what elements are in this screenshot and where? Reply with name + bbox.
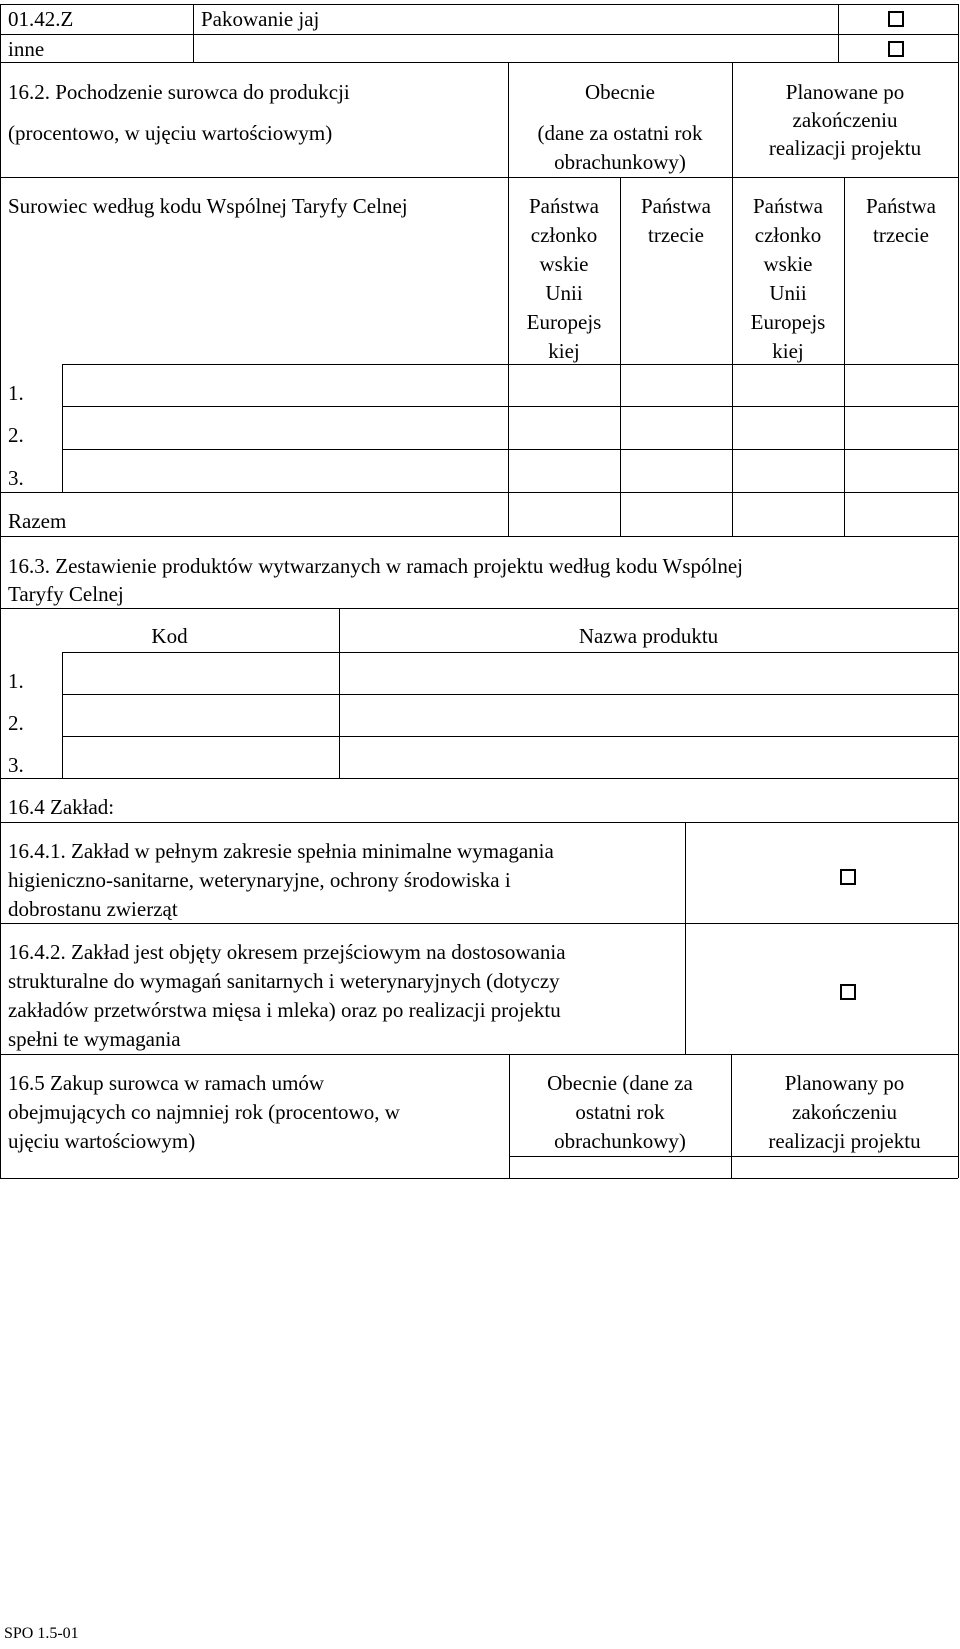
raw-material-input-2[interactable] (63, 407, 508, 449)
activity-label: Pakowanie jaj (201, 7, 320, 31)
section-16-2-subtitle: (procentowo, w ujęciu wartościowym) (8, 121, 333, 145)
product-name-input-1[interactable] (340, 653, 958, 694)
eu-header-line: Unii (769, 281, 807, 305)
contract-current-header: obrachunkowy) (554, 1129, 686, 1153)
rule (838, 4, 839, 62)
checkbox-pakowanie-jaj[interactable] (888, 11, 904, 27)
third-header-line: trzecie (873, 223, 929, 247)
rule (0, 4, 1, 1178)
row-number: 3. (8, 466, 24, 490)
eu-header-line: wskie (539, 252, 589, 276)
eu-header-line: członko (754, 223, 822, 247)
planned-header: realizacji projektu (768, 136, 922, 160)
rule (0, 822, 958, 823)
rule (0, 62, 958, 63)
eu-header-line: kiej (772, 339, 804, 363)
rule (958, 4, 959, 1178)
raw-material-header: Surowiec według kodu Wspólnej Taryfy Celnej (8, 194, 408, 218)
rule (0, 492, 958, 493)
eu-header-line: Unii (545, 281, 583, 305)
product-code-input-2[interactable] (63, 695, 339, 736)
row-number: 3. (8, 753, 24, 777)
rule (0, 177, 958, 178)
contract-current-input[interactable] (510, 1157, 731, 1178)
rule (193, 4, 194, 62)
rule (0, 1178, 958, 1179)
contract-current-header: Obecnie (dane za (547, 1071, 693, 1095)
current-header: Obecnie (585, 80, 655, 104)
section-16-3-title: Taryfy Celnej (8, 582, 124, 606)
raw-material-input-3[interactable] (63, 450, 508, 492)
row-number: 1. (8, 381, 24, 405)
section-16-5-title: 16.5 Zakup surowca w ramach umów (8, 1071, 325, 1095)
raw-material-input-1[interactable] (63, 365, 508, 406)
plant-option-1-text: higieniczno-sanitarne, weterynaryjne, ochrony środowiska i (8, 868, 511, 892)
plant-option-1-text: dobrostanu zwierząt (8, 897, 178, 921)
contract-current-header: ostatni rok (575, 1100, 665, 1124)
product-code-input-1[interactable] (63, 653, 339, 694)
row-number: 1. (8, 669, 24, 693)
checkbox-inne[interactable] (888, 41, 904, 57)
row-number: 2. (8, 423, 24, 447)
section-16-5-title: ujęciu wartościowym) (8, 1129, 196, 1153)
contract-planned-header: Planowany po (784, 1071, 905, 1095)
eu-header-line: kiej (548, 339, 580, 363)
rule (0, 1054, 958, 1055)
plant-option-2-text: strukturalne do wymagań sanitarnych i weterynaryjnych (dotyczy (8, 969, 560, 993)
form-code-footer: SPO 1.5-01 (4, 1625, 79, 1642)
third-header-line: trzecie (648, 223, 704, 247)
third-header-line: Państwa (641, 194, 711, 218)
total-label: Razem (8, 509, 67, 533)
rule (685, 822, 686, 1054)
product-code-input-3[interactable] (63, 737, 339, 778)
contract-planned-header: zakończeniu (792, 1100, 897, 1124)
product-code-header: Kod (151, 624, 188, 648)
product-name-input-2[interactable] (340, 695, 958, 736)
activity-code: 01.42.Z (8, 7, 74, 31)
plant-option-2-text: zakładów przetwórstwa mięsa i mleka) oraz po realizacji projektu (8, 998, 561, 1022)
product-name-input-3[interactable] (340, 737, 958, 778)
rule (0, 4, 958, 5)
eu-header-line: członko (530, 223, 598, 247)
plant-option-2-text: spełni te wymagania (8, 1027, 181, 1051)
current-header: (dane za ostatni rok (537, 121, 703, 145)
section-16-4-title: 16.4 Zakład: (8, 795, 115, 819)
rule (0, 608, 958, 609)
row-number: 2. (8, 711, 24, 735)
contract-planned-input[interactable] (732, 1157, 958, 1178)
current-header: obrachunkowy) (554, 150, 686, 174)
checkbox-plant-compliant[interactable] (840, 869, 856, 885)
third-header-line: Państwa (866, 194, 936, 218)
checkbox-plant-transitional[interactable] (840, 984, 856, 1000)
rule (0, 778, 958, 779)
eu-header-line: Europejs (526, 310, 602, 334)
activity-code: inne (8, 37, 45, 61)
eu-header-line: Europejs (750, 310, 826, 334)
eu-header-line: Państwa (753, 194, 823, 218)
plant-option-2-text: 16.4.2. Zakład jest objęty okresem przejściowym na dostosowania (8, 940, 566, 964)
section-16-3-title: 16.3. Zestawienie produktów wytwarzanych w ramach projektu według kodu Wspólnej (8, 554, 743, 578)
plant-option-1-text: 16.4.1. Zakład w pełnym zakresie spełnia minimalne wymagania (8, 839, 554, 863)
rule (0, 536, 958, 537)
eu-header-line: Państwa (529, 194, 599, 218)
section-16-5-title: obejmujących co najmniej rok (procentowo, w (8, 1100, 400, 1124)
planned-header: Planowane po (785, 80, 905, 104)
section-16-2-title: 16.2. Pochodzenie surowca do produkcji (8, 80, 350, 104)
eu-header-line: wskie (763, 252, 813, 276)
product-name-header: Nazwa produktu (578, 624, 719, 648)
rule (0, 34, 958, 35)
contract-planned-header: realizacji projektu (768, 1129, 921, 1153)
planned-header: zakończeniu (792, 108, 898, 132)
